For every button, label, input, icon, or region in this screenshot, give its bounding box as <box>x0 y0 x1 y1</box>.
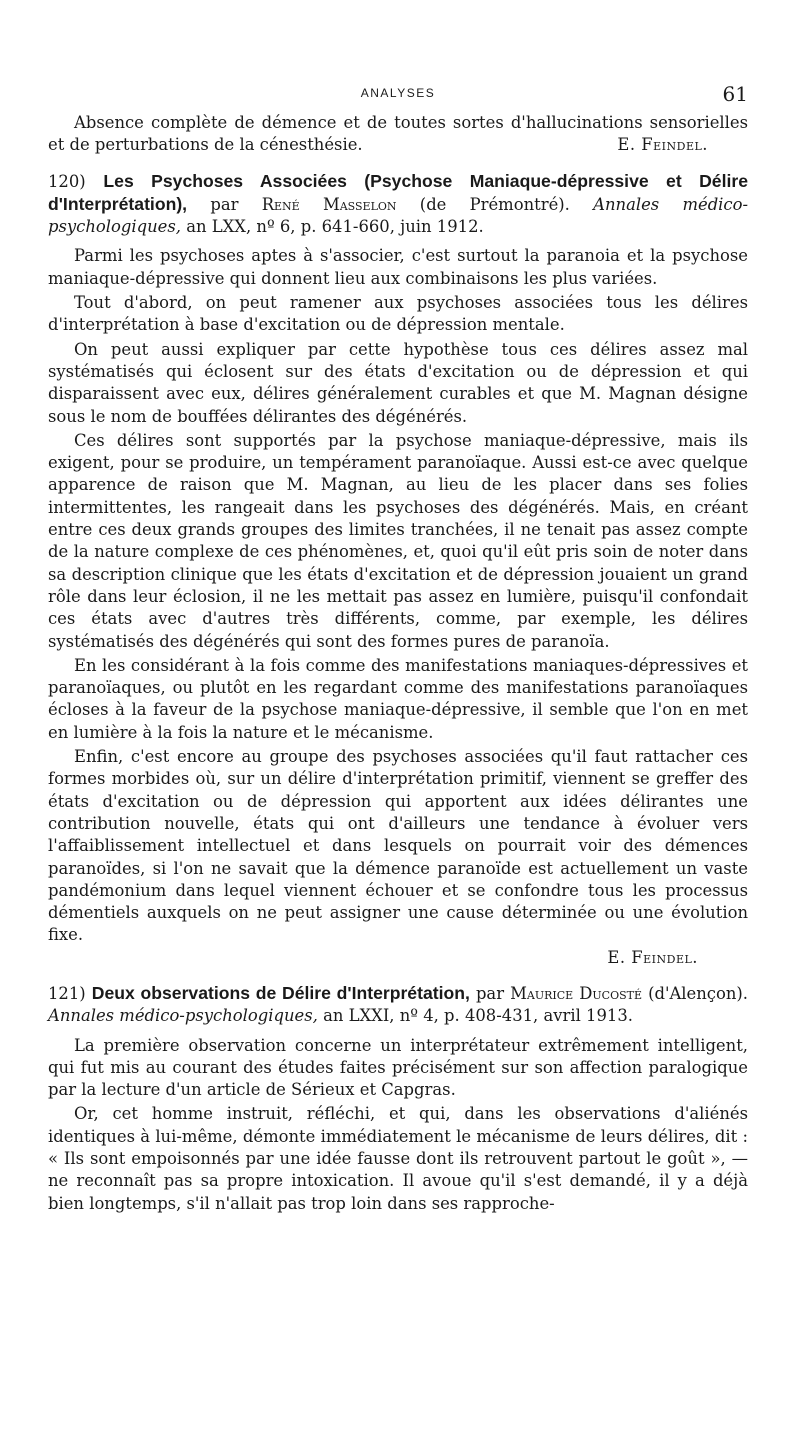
running-title: ANALYSES <box>360 86 436 100</box>
entry-121-affiliation: (d'Alençon). <box>648 983 748 1003</box>
entry-121-title: Deux observations de Délire d'Interprétation, <box>91 982 470 1003</box>
entry-121-paragraph: La première observation concerne un interprétateur extrêmement intelligent, qui fut mis au courant des études faites précisément sur son affection paralogique par la lecture d'un article de Sérieux et Capgras. <box>48 1035 748 1100</box>
entry-121-number: 121) <box>48 983 86 1003</box>
entry-120-reference: an LXX, nº 6, p. 641-660, juin 1912. <box>186 217 484 237</box>
entry-120-paragraph: En les considérant à la fois comme des manifestations maniaques-dépressives et paranoïaques, ou plutôt en les regardant comme des manifestations paranoïaques écloses à la faveur de la psychose maniaque-dépressive, il semble que l'on en met en lumière à la fois la nature et le mécanisme. <box>48 655 748 742</box>
entry-121-journal: Annales médico-psychologiques, <box>48 1006 318 1026</box>
entry-121-by: par <box>475 983 505 1003</box>
entry-120-author: René Masselon <box>261 194 397 214</box>
entry-120-by: par <box>210 194 239 214</box>
entry-120-paragraph: Tout d'abord, on peut ramener aux psychoses associées tous les délires d'interprétation à base d'excitation ou de dépression mentale. <box>48 293 748 335</box>
entry-120-paragraph: Enfin, c'est encore au groupe des psychoses associées qu'il faut rattacher ces formes morbides où, sur un délire d'interprétation primitif, viennent se greffer des états d'excitation ou de dépression qui apportent aux idées délirantes une contribution nouvelle, états qui ont d'ailleurs une tendance à évoluer vers l'affaiblissement intellectuel et dans lesquels on pourrait voir des démences paranoïdes, si l'on ne savait que la démence paranoïde est actuellement un vaste pandémonium dans lequel viennent échouer et se confondre tous les processus démentiels auxquels on ne peut assigner une cause déterminée ou une évolution fixe. <box>48 747 748 945</box>
entry-120-signature: E. Feindel. <box>607 947 698 967</box>
previous-entry-body: Absence complète de démence et de toutes sortes d'hallucinations sensorielles et de perturbations de la cénesthésie. <box>48 113 748 155</box>
previous-entry-text <box>48 112 748 157</box>
entry-120-number: 120) <box>48 171 86 191</box>
running-head <box>48 82 748 112</box>
entry-121-author: Maurice Ducosté <box>510 983 642 1003</box>
entry-120-journal: Annales médico-psychologiques, <box>48 194 749 237</box>
page-number: 61 <box>722 82 748 106</box>
entry-120-paragraph: Ces délires sont supportés par la psychose maniaque-dépressive, mais ils exigent, pour se produire, un tempérament paranoïaque. Aussi est-ce avec quelque apparence de raison que M. Magnan, au lieu de les placer dans ses folies intermittentes, les rangeait dans les psychoses des dégénérés. Mais, en créant entre ces deux grands groupes des limites tranchées, il ne tenait pas assez compte de la nature complexe de ces phénomènes, et, quoi qu'il eût pris soin de noter dans sa description clinique que les états d'excitation et de dépression jouaient un grand rôle dans leur éclosion, il ne les mettait pas assez en lumière, puisqu'il confondait ces états avec d'autres très différents, comme, par exemple, les délires systématisés des dégénérés qui sont des formes pures de paranoïa. <box>48 430 748 651</box>
previous-entry-signature: E. Feindel. <box>617 135 708 155</box>
entry-120-title: Les Psychoses Associées (Psychose Maniaque-dépressive et Délire d'Interprétation), <box>48 170 748 214</box>
entry-120-heading <box>48 170 748 239</box>
entry-120-affiliation: (de Prémontré). <box>419 194 570 214</box>
entry-121-reference: an LXXI, nº 4, p. 408-431, avril 1913. <box>323 1006 633 1026</box>
entry-120-paragraph: Parmi les psychoses aptes à s'associer, c'est surtout la paranoia et la psychose maniaque-dépressive qui donnent lieu aux combinaisons les plus variées. <box>48 246 748 288</box>
entry-121-heading <box>48 982 748 1028</box>
entry-121-paragraph: Or, cet homme instruit, réfléchi, et qui, dans les observations d'aliénés identiques à lui-même, démonte immédiatement le mécanisme de leurs délires, dit : « Ils sont empoisonnés par une idée fausse dont ils retrouvent partout le goût », — ne reconnaît pas sa propre intoxication. Il avoue qu'il s'est demandé, il y a déjà bien longtemps, s'il n'allait pas trop loin dans ses rapproche- <box>48 1104 748 1213</box>
entry-120-paragraph: On peut aussi expliquer par cette hypothèse tous ces délires assez mal systématisés qui éclosent sur des états d'excitation ou de dépression et qui disparaissent avec eux, délires généralement curables et que M. Magnan désigne sous le nom de bouffées délirantes des dégénérés. <box>48 339 748 426</box>
